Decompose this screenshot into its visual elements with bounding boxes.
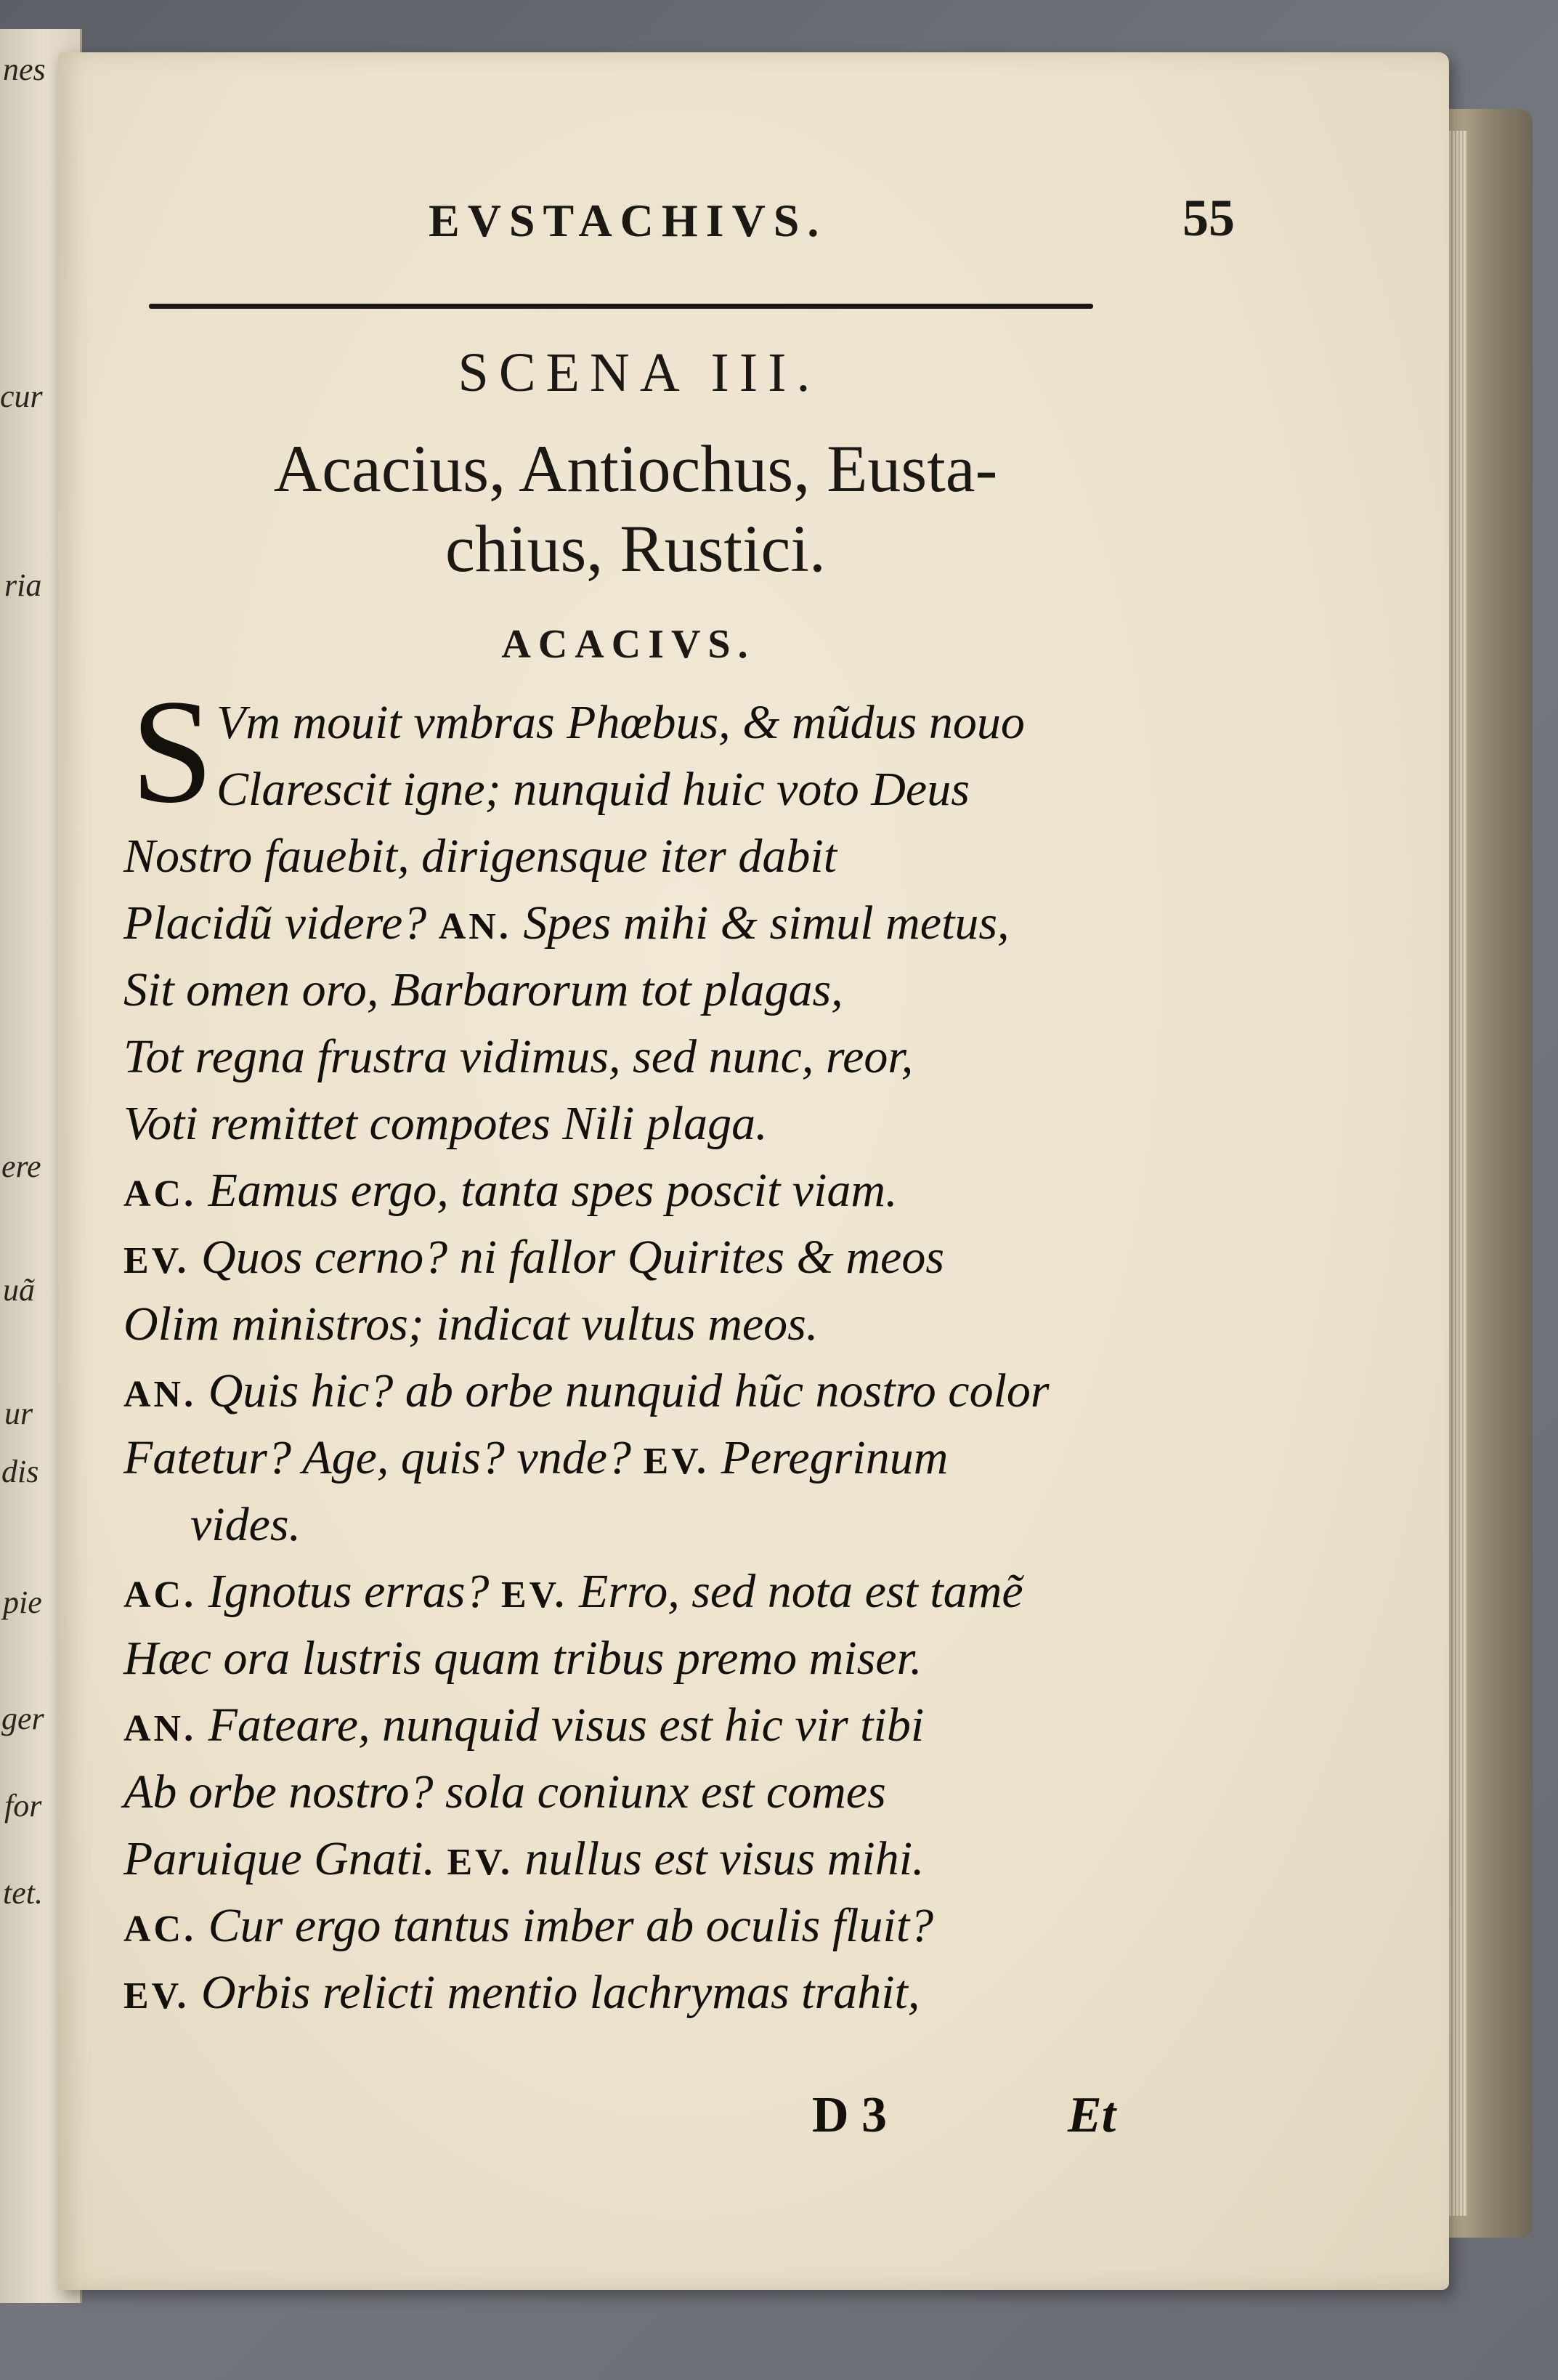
- fragment-text: ur: [4, 1396, 33, 1431]
- line-text: Quos cerno? ni fallor Quirites & meos: [201, 1231, 945, 1284]
- speaker-abbrev: EV.: [500, 1574, 567, 1616]
- cast-list: [156, 429, 1115, 588]
- verse-line: [123, 1162, 898, 1223]
- speaker-abbrev: AC.: [123, 1574, 197, 1616]
- line-text: Nostro fauebit, dirigensque iter dabit: [123, 830, 837, 883]
- verse-line: [123, 961, 843, 1019]
- fragment-text: tet.: [3, 1875, 43, 1911]
- verse-line: [216, 694, 1025, 752]
- verse-line: [123, 1028, 913, 1086]
- verse-line: [123, 1897, 933, 1959]
- first-speaker-heading: ACACIVS.: [501, 622, 755, 667]
- verse-line: [123, 1696, 924, 1758]
- speaker-abbrev: AC.: [123, 1173, 197, 1215]
- fragment-text: pie: [3, 1584, 42, 1620]
- header-rule: [149, 304, 1093, 309]
- speaker-abbrev: AN.: [123, 1708, 197, 1749]
- speaker-abbrev: AN.: [123, 1374, 197, 1415]
- line-text: Erro, sed nota est tamẽ: [579, 1565, 1023, 1618]
- line-text: Voti remittet compotes Nili plaga.: [123, 1097, 768, 1150]
- verse-line: [123, 1763, 886, 1821]
- verse-line: [123, 1563, 1023, 1624]
- fragment-text: nes: [3, 52, 46, 87]
- line-text: Sit omen oro, Barbarorum tot plagas,: [123, 963, 843, 1016]
- fragment-text: ger: [1, 1701, 44, 1736]
- line-text: Tot regna frustra vidimus, sed nunc, reor,: [123, 1030, 914, 1083]
- line-text: Fateare, nunquid visus est hic vir tibi: [208, 1699, 925, 1752]
- catchword: Et: [1068, 2087, 1116, 2143]
- line-text: Cur ergo tantus imber ab oculis fluit?: [208, 1899, 934, 1952]
- line-text: Peregrinum: [721, 1431, 949, 1484]
- verse-line: [123, 1830, 925, 1892]
- line-text: Placidũ videre?: [123, 896, 427, 950]
- line-text: nullus est visus mihi.: [524, 1832, 925, 1885]
- line-text: Quis hic? ab orbe nunquid hũc nostro color: [208, 1364, 1050, 1417]
- line-text: Paruique Gnati.: [123, 1832, 435, 1885]
- scene-heading: SCENA III.: [458, 342, 821, 403]
- drop-capital: S: [131, 669, 214, 834]
- verse-line: [123, 1429, 948, 1491]
- fragment-text: uã: [3, 1272, 35, 1308]
- line-text: Olim ministros; indicat vultus meos.: [123, 1298, 819, 1351]
- verse-line: [123, 1095, 768, 1153]
- line-text: Orbis relicti mentio lachrymas trahit,: [201, 1966, 920, 2019]
- fragment-text: dis: [1, 1454, 39, 1489]
- speaker-abbrev: EV.: [643, 1441, 710, 1482]
- fragment-text: for: [4, 1788, 42, 1824]
- speaker-abbrev: EV.: [123, 1975, 190, 2017]
- line-text: vides.: [190, 1498, 301, 1551]
- signature-mark: D 3: [812, 2087, 888, 2143]
- verse-line: [123, 1964, 920, 2025]
- running-head: [363, 189, 1264, 281]
- verse-line: [123, 1362, 1050, 1424]
- line-text: Hæc ora lustris quam tribus premo miser.: [123, 1632, 922, 1685]
- speaker-abbrev: EV.: [447, 1842, 514, 1883]
- speaker-abbrev: AC.: [123, 1909, 197, 1950]
- verse-line: [123, 827, 837, 886]
- verse-line: [123, 1229, 944, 1290]
- speaker-abbrev: EV.: [123, 1240, 190, 1282]
- cast-line: chius, Rustici.: [445, 511, 826, 586]
- fragment-text: cur: [0, 379, 43, 414]
- verse-line: [123, 1630, 922, 1688]
- fragment-text: ere: [1, 1149, 41, 1184]
- line-text: Ab orbe nostro? sola coniunx est comes: [123, 1765, 886, 1818]
- verse-line: [123, 894, 1010, 956]
- fragment-text: ria: [4, 567, 42, 603]
- line-text: Spes mihi & simul metus,: [523, 896, 1010, 950]
- line-text: Vm mouit vmbras Phœbus, & mũdus nouo: [216, 696, 1025, 749]
- cast-line: Acacius, Antiochus, Eusta-: [273, 432, 998, 506]
- line-text: Eamus ergo, tanta spes poscit viam.: [208, 1164, 898, 1217]
- folio-number: 55: [1182, 189, 1235, 247]
- verse-line: [123, 1295, 818, 1353]
- verse-line: [216, 761, 970, 819]
- verse-line: [190, 1496, 301, 1554]
- running-title: EVSTACHIVS.: [429, 195, 827, 246]
- line-text: Ignotus erras?: [208, 1565, 490, 1618]
- line-text: Fatetur? Age, quis? vnde?: [123, 1431, 631, 1484]
- speaker-abbrev: AN.: [438, 906, 511, 947]
- line-text: Clarescit igne; nunquid huic voto Deus: [216, 763, 970, 816]
